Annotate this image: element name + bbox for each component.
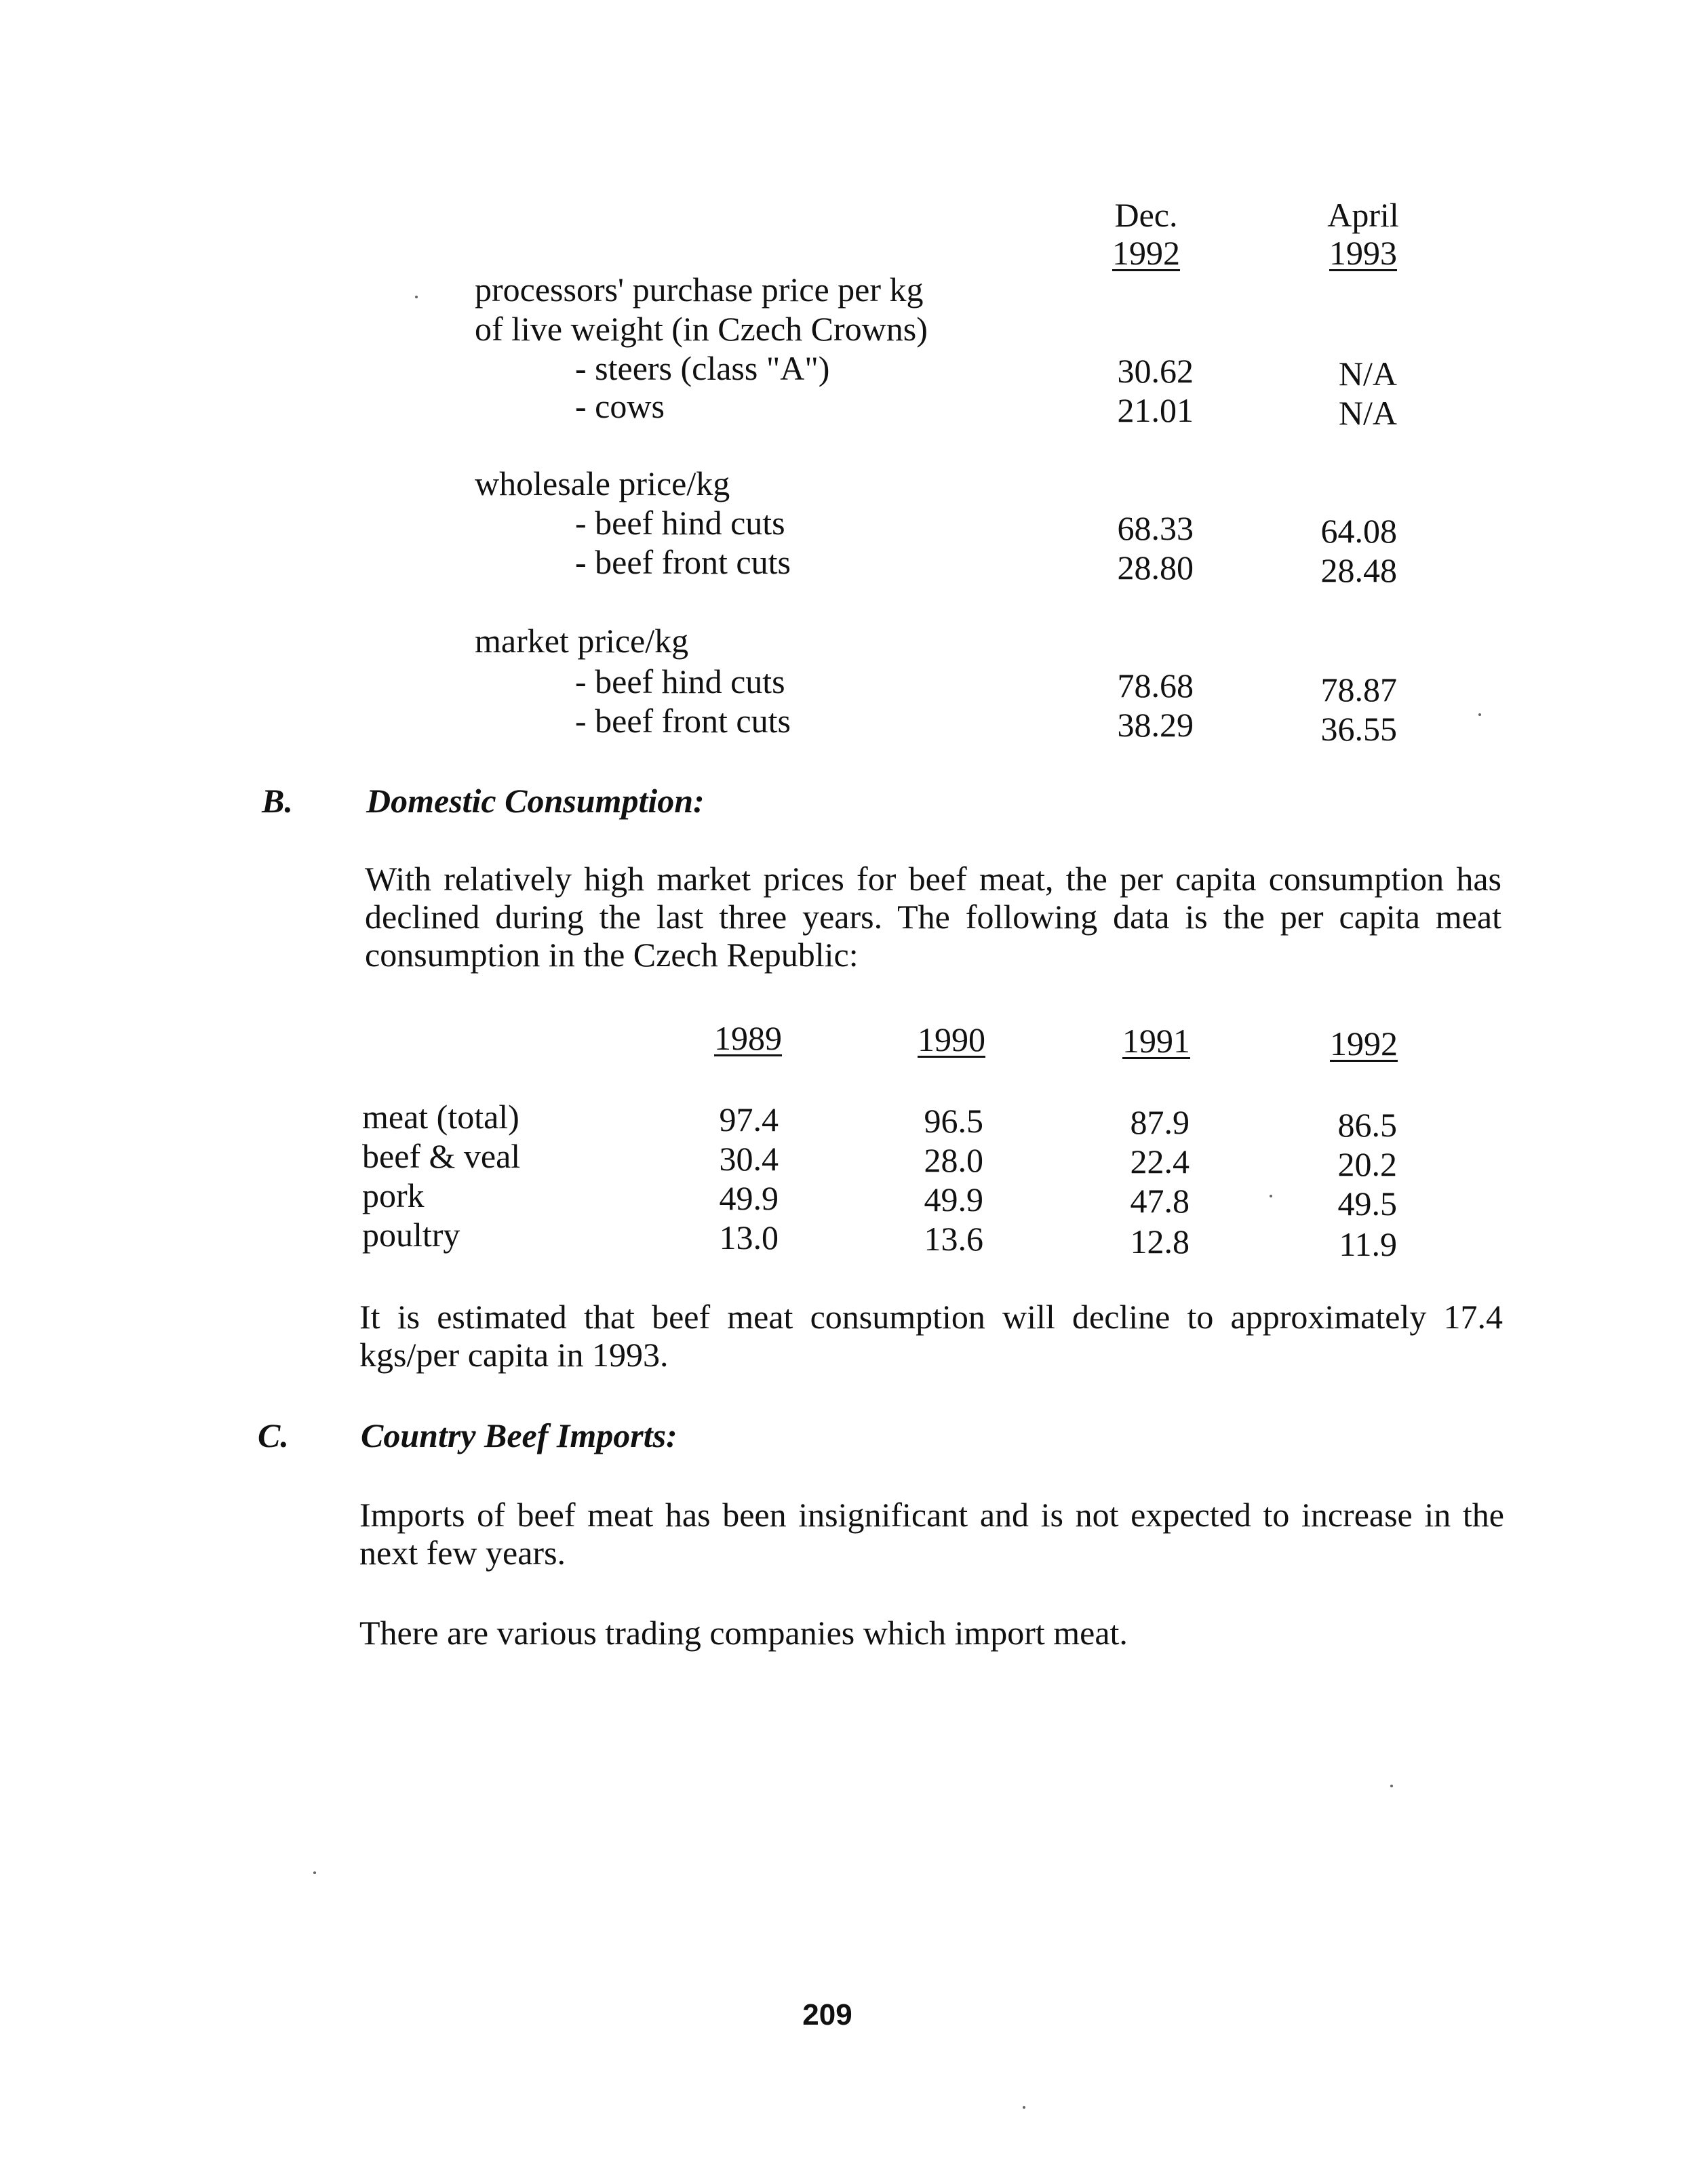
year-header: 1989 bbox=[714, 1019, 782, 1057]
scan-speck bbox=[1270, 1195, 1272, 1197]
consumption-value: 86.5 bbox=[1337, 1106, 1397, 1144]
consumption-value: 30.4 bbox=[719, 1140, 779, 1178]
price-row-label: - beef front cuts bbox=[575, 543, 791, 581]
price-value-dec: 30.62 bbox=[1117, 352, 1194, 390]
price-row-label: - beef front cuts bbox=[575, 702, 791, 740]
price-value-dec: 68.33 bbox=[1117, 509, 1194, 547]
section-b-note: It is estimated that beef meat consumption will decline to approximately 17.4 kgs/per capita in 1993. bbox=[359, 1298, 1503, 1374]
price-value-april: 36.55 bbox=[1320, 710, 1397, 748]
scan-speck bbox=[1390, 1785, 1393, 1787]
consumption-value: 87.9 bbox=[1130, 1103, 1190, 1141]
price-value-dec: 78.68 bbox=[1117, 667, 1194, 704]
processor-heading-line-1: processors' purchase price per kg bbox=[475, 271, 924, 309]
price-row-label: - cows bbox=[575, 387, 665, 425]
consumption-value: 22.4 bbox=[1130, 1143, 1190, 1180]
consumption-row-label: pork bbox=[362, 1176, 425, 1214]
market-heading: market price/kg bbox=[475, 622, 689, 660]
price-value-dec: 21.01 bbox=[1117, 391, 1194, 429]
section-c-letter: C. bbox=[258, 1416, 289, 1454]
consumption-value: 47.8 bbox=[1130, 1182, 1190, 1220]
year-header: 1991 bbox=[1122, 1022, 1190, 1060]
section-c-paragraph-1: Imports of beef meat has been insignificant and is not expected to increase in the next few years. bbox=[359, 1496, 1504, 1572]
section-b-title: Domestic Consumption: bbox=[366, 782, 705, 820]
consumption-value: 97.4 bbox=[719, 1100, 779, 1138]
consumption-value: 20.2 bbox=[1337, 1145, 1397, 1183]
column-header-april-year: 1993 bbox=[1329, 234, 1397, 272]
price-row-label: - steers (class "A") bbox=[575, 349, 830, 387]
price-value-april: N/A bbox=[1338, 355, 1397, 393]
section-b-letter: B. bbox=[262, 782, 293, 820]
consumption-value: 49.5 bbox=[1337, 1185, 1397, 1223]
year-header: 1990 bbox=[918, 1020, 985, 1058]
price-value-april: 64.08 bbox=[1320, 512, 1397, 550]
section-b-intro: With relatively high market prices for beef meat, the per capita consumption has declined during the last three years. The following data is the per capita meat consumption in the Czech Republic: bbox=[365, 860, 1501, 974]
column-header-dec bbox=[1099, 198, 1194, 270]
price-row-label: - beef hind cuts bbox=[575, 504, 785, 542]
price-value-dec: 28.80 bbox=[1117, 549, 1194, 587]
scan-speck bbox=[1023, 2106, 1025, 2109]
price-value-dec: 38.29 bbox=[1117, 706, 1194, 744]
price-value-april: 78.87 bbox=[1320, 671, 1397, 709]
section-c-title: Country Beef Imports: bbox=[361, 1416, 677, 1454]
consumption-value: 49.9 bbox=[924, 1180, 983, 1218]
consumption-row-label: meat (total) bbox=[362, 1098, 519, 1136]
column-header-dec-year: 1992 bbox=[1112, 234, 1180, 272]
section-c-paragraph-2: There are various trading companies which import meat. bbox=[359, 1614, 1128, 1652]
year-header: 1992 bbox=[1330, 1025, 1398, 1063]
consumption-value: 28.0 bbox=[924, 1141, 983, 1179]
consumption-value: 13.0 bbox=[719, 1218, 779, 1256]
column-header-april bbox=[1316, 198, 1411, 270]
wholesale-heading: wholesale price/kg bbox=[475, 464, 730, 502]
consumption-value: 96.5 bbox=[924, 1102, 983, 1140]
scan-speck bbox=[1478, 713, 1481, 716]
column-header-dec-month: Dec. bbox=[1114, 196, 1178, 234]
consumption-value: 12.8 bbox=[1130, 1223, 1190, 1260]
price-value-april: N/A bbox=[1338, 394, 1397, 432]
column-header-april-month: April bbox=[1327, 196, 1399, 234]
price-value-april: 28.48 bbox=[1320, 551, 1397, 589]
scan-speck bbox=[313, 1871, 316, 1874]
consumption-row-label: beef & veal bbox=[362, 1137, 521, 1175]
consumption-row-label: poultry bbox=[362, 1216, 460, 1254]
page-number: 209 bbox=[802, 1998, 852, 2031]
price-row-label: - beef hind cuts bbox=[575, 662, 785, 700]
consumption-value: 13.6 bbox=[924, 1220, 983, 1258]
consumption-value: 11.9 bbox=[1339, 1225, 1397, 1263]
scan-speck bbox=[415, 296, 418, 298]
consumption-value: 49.9 bbox=[719, 1179, 779, 1217]
processor-heading-line-2: of live weight (in Czech Crowns) bbox=[475, 310, 928, 348]
